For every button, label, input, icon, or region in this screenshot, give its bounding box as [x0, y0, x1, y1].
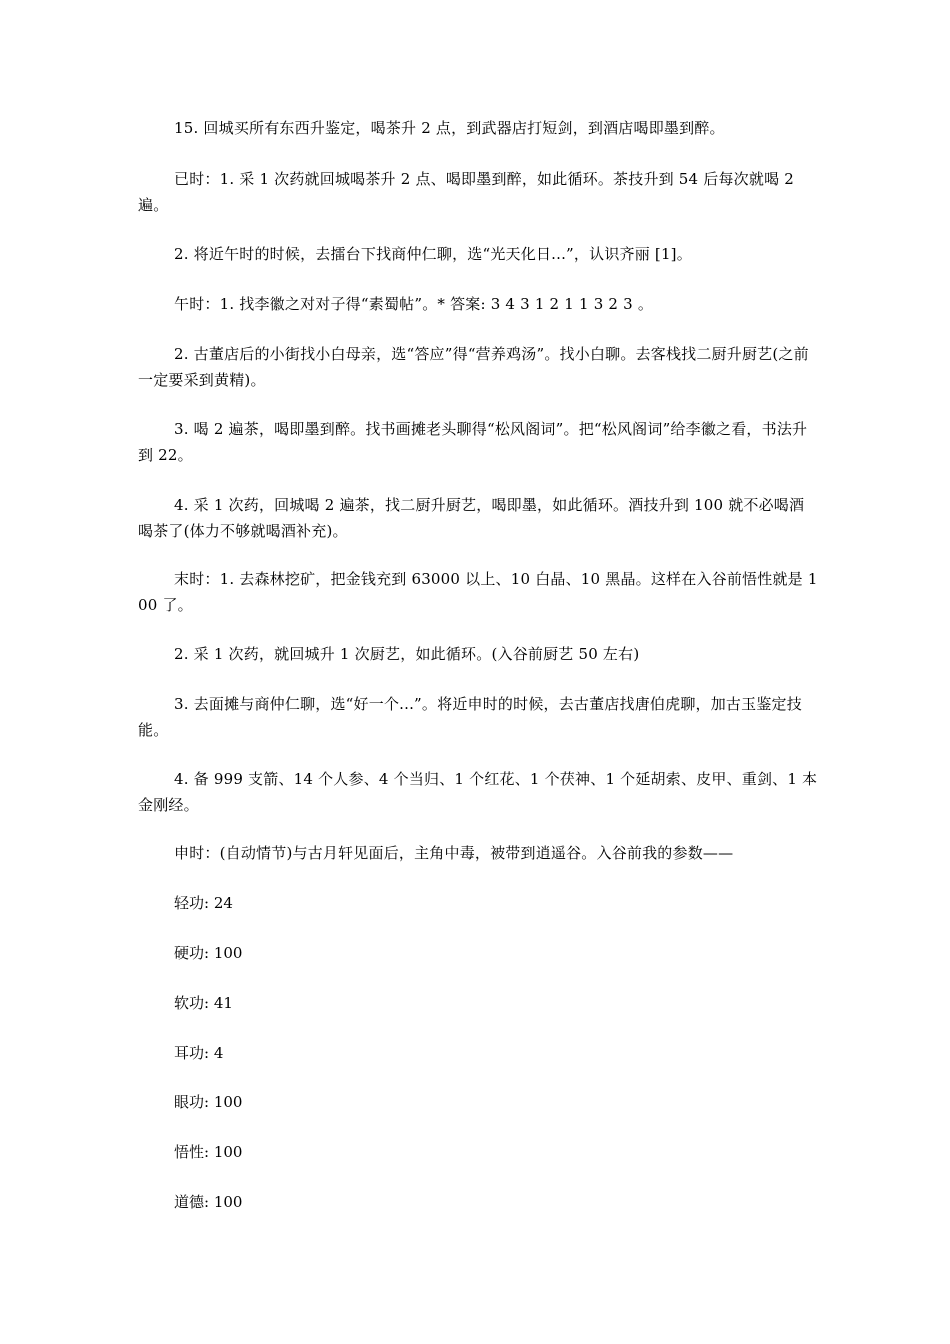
paragraph-si-shi-1: 已时：1. 采 1 次药就回城喝茶升 2 点、喝即墨到醉，如此循环。茶技升到 54 后每次就喝 2 遍。: [138, 170, 794, 214]
stat-yangong: 眼功: 100: [174, 1093, 243, 1111]
paragraph-wei-shi-2: 2. 采 1 次药，就回城升 1 次厨艺，如此循环。(入谷前厨艺 50 左右): [174, 645, 640, 663]
paragraph-si-shi-2: 2. 将近午时的时候，去擂台下找商仲仁聊，选“光天化日...”，认识齐丽 [1]。: [174, 245, 692, 263]
paragraph-wu-shi-1: 午时：1. 找李徽之对对子得“素蜀帖”。* 答案: 3 4 3 1 2 1 1 3 2 3 。: [174, 295, 654, 313]
stat-yinggong: 硬功: 100: [174, 944, 243, 962]
stat-wuxing: 悟性: 100: [174, 1143, 243, 1161]
paragraph-wu-shi-4: 4. 采 1 次药，回城喝 2 遍茶，找二厨升厨艺，喝即墨，如此循环。酒技升到 100 就不必喝酒喝茶了(体力不够就喝酒补充)。: [138, 496, 805, 540]
paragraph-wu-shi-2: 2. 古董店后的小街找小白母亲，选“答应”得“营养鸡汤”。找小白聊。去客栈找二厨升厨艺(之前一定要采到黄精)。: [138, 345, 809, 389]
paragraph-wei-shi-3: 3. 去面摊与商仲仁聊，选“好一个...”。将近申时的时候，去古董店找唐伯虎聊，加古玉鉴定技能。: [138, 695, 802, 739]
stat-qinggong: 轻功: 24: [174, 894, 233, 912]
paragraph-step-15: 15. 回城买所有东西升鉴定，喝茶升 2 点，到武器店打短剑，到酒店喝即墨到醉。: [174, 119, 725, 137]
paragraph-wu-shi-3: 3. 喝 2 遍茶，喝即墨到醉。找书画摊老头聊得“松风阁词”。把“松风阁词”给李徽之看，书法升到 22。: [138, 420, 808, 464]
paragraph-shen-shi: 申时：(自动情节)与古月轩见面后，主角中毒，被带到逍遥谷。入谷前我的参数——: [174, 844, 734, 862]
stat-ergong: 耳功: 4: [174, 1044, 224, 1062]
paragraph-wei-shi-1: 末时：1. 去森林挖矿，把金钱充到 63000 以上、10 白晶、10 黑晶。这样在入谷前悟性就是 100 了。: [138, 570, 818, 614]
stat-ruangong: 软功: 41: [174, 994, 233, 1012]
stat-daode: 道德: 100: [174, 1193, 243, 1211]
paragraph-wei-shi-4: 4. 备 999 支箭、14 个人参、4 个当归、1 个红花、1 个茯神、1 个延胡索、皮甲、重剑、1 本金刚经。: [138, 770, 818, 814]
